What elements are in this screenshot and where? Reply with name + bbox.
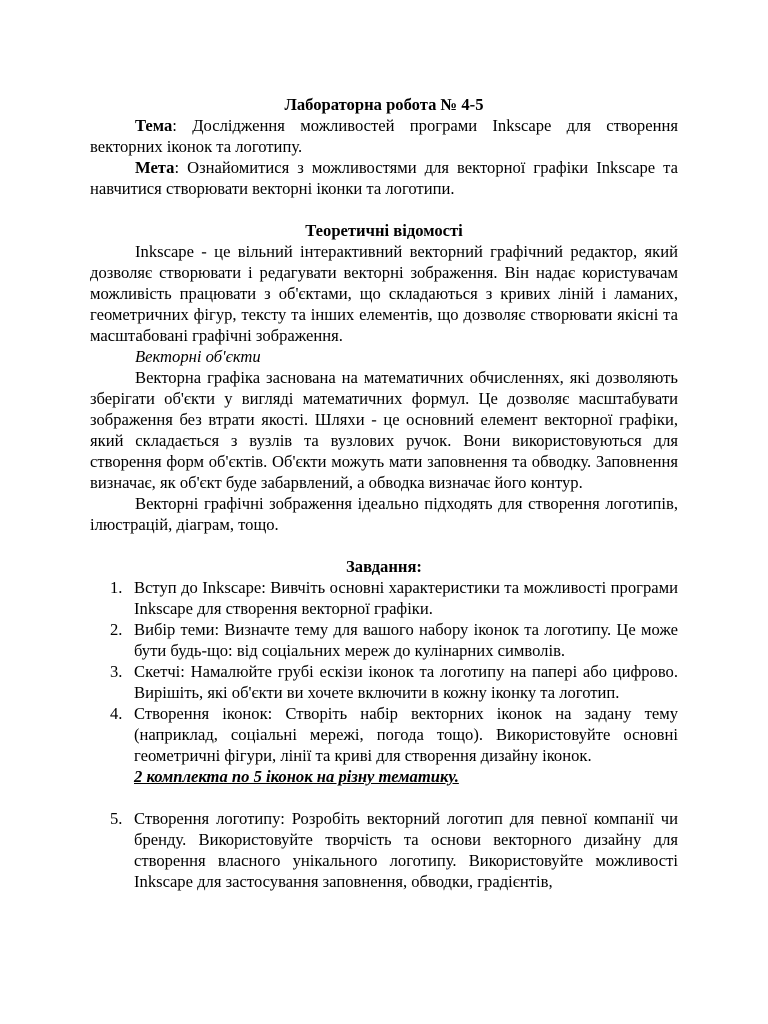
tasks-heading: Завдання: (346, 557, 422, 576)
task-number: 1. (110, 578, 123, 597)
task-text: Створення іконок: Створіть набір векторних іконок на задану тему (наприклад, соціальні мережі, погода тощо). Використовуйте основні геометричні фігури, лінії та криві для створення дизайну іконок. (134, 704, 678, 765)
task-item (90, 661, 678, 703)
task-item (90, 577, 678, 619)
task-text: Створення логотипу: Розробіть векторний логотип для певної компанії чи бренду. Використовуйте творчість та основи векторного дизайну для створення власного унікального логотипу. Використовуйте можливості Inkscape для застосування заповнення, обводки, градієнтів, (134, 809, 678, 891)
spacer (90, 199, 678, 220)
task-text: Вступ до Inkscape: Вивчіть основні характеристики та можливості програми Inkscape для створення векторної графіки. (134, 578, 678, 618)
task-4-note: 2 комплекта по 5 іконок на різну тематику. (134, 767, 459, 786)
theory-heading: Теоретичні відомості (305, 221, 463, 240)
tasks-list (90, 577, 678, 892)
task-text: Скетчі: Намалюйте грубі ескізи іконок та логотипу на папері або цифрово. Вирішіть, які об'єкти ви хочете включити в кожну іконку та логотип. (134, 662, 678, 702)
theory-paragraph-1 (90, 241, 678, 346)
theory-paragraph-2: Векторна графіка заснована на математичних обчисленнях, які дозволяють зберігати об'єкти у вигляді математичних формул. Це дозволяє масштабувати зображення без втрати якості. Шляхи - це основний елемент векторної графіки, який складається з вузлів та вузлових ручок. Вони використовуються для створення форм об'єктів. Об'єкти можуть мати заповнення та обводку. Заповнення визначає, як об'єкт буде забарвлений, а обводка визначає його контур. (90, 368, 678, 492)
vector-objects-subheading: Векторні об'єкти (135, 347, 261, 366)
goal-label: Мета (135, 158, 175, 177)
task-item (90, 619, 678, 661)
task-text: Вибір теми: Визначте тему для вашого набору іконок та логотипу. Це може бути будь-що: від соціальних мереж до кулінарних символів. (134, 620, 678, 660)
goal-text: : Ознайомитися з можливостями для векторної графіки Inkscape та навчитися створювати векторні іконки та логотипи. (90, 158, 678, 198)
theory-paragraph-1-text: це вільний інтерактивний векторний графічний редактор, який дозволяє створювати і редагувати векторні зображення. Він надає користувачам можливість працювати з об'єктами, що складаються з кривих ліній і ламаних, геометричних фігур, тексту та інших елементів, що дозволяє створювати якісні та масштабовані графічні зображення. (90, 242, 678, 345)
theory-paragraph-3: Векторні графічні зображення ідеально підходять для створення логотипів, ілюстрацій, діаграм, тощо. (90, 494, 678, 534)
document-body (90, 94, 678, 892)
inkscape-term: Inkscape - (135, 242, 207, 261)
task-number: 2. (110, 620, 123, 639)
spacer (90, 787, 678, 808)
topic-paragraph (90, 115, 678, 157)
task-item (90, 808, 678, 892)
document-title: Лабораторна робота № 4-5 (284, 95, 484, 114)
task-item (90, 703, 678, 787)
task-number: 5. (110, 809, 123, 828)
topic-text: : Дослідження можливостей програми Inkscape для створення векторних іконок та логотипу. (90, 116, 678, 156)
task-number: 4. (110, 704, 123, 723)
task-number: 3. (110, 662, 123, 681)
goal-paragraph (90, 157, 678, 199)
topic-label: Тема (135, 116, 173, 135)
spacer (90, 535, 678, 556)
